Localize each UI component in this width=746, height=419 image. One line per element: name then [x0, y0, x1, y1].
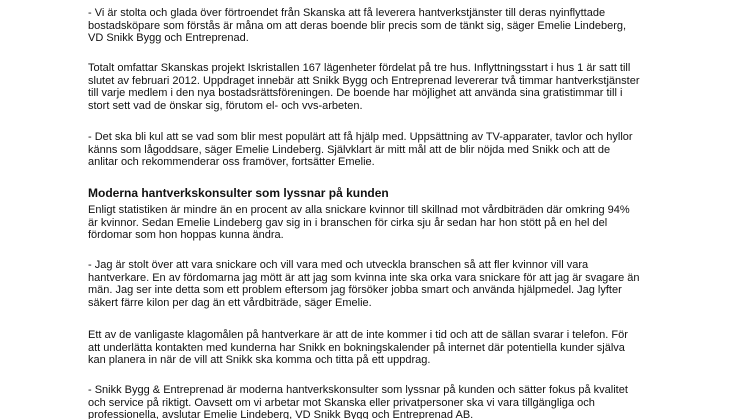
text-line: - Det ska bli kul att se vad som blir mest populärt att få hjälp med. Uppsättning av TV-apparater, tavlor och hyllor [88, 131, 633, 143]
paragraph-quote-consultants [88, 384, 688, 419]
text-line: säkert färre kilon per dag än ett vårdbiträde, säger Emelie. [88, 296, 372, 309]
text-line: anlitar och rekommenderar oss framöver, fortsätter Emelie. [88, 156, 375, 168]
text-line: män. Jag ser inte detta som ett problem eftersom jag försöker jobba smart och använda hjälpmedel. Jag lyfter [88, 284, 622, 296]
paragraph-quote-popular [88, 131, 688, 169]
text-line: till varje medlem i den nya bostadsrättsföreningen. De boende har möjlighet att använda sina gratistimmar till i [88, 87, 623, 99]
text-line: stort sett vad de önskar sig, förutom el- och vvs-arbeten. [88, 99, 363, 112]
text-line: och service på riktigt. Oavsett om vi arbetar mot Skanska eller privatpersoner ska vi vara tillgängliga och [88, 396, 595, 409]
section-heading: Moderna hantverkskonsulter som lyssnar på kunden [88, 186, 389, 200]
text-line: slutet av februari 2012. Uppdraget innebär att Snikk Bygg och Entreprenad levererar två timmar hantverkstjänster [88, 74, 640, 87]
text-line: - Vi är stolta och glada över förtroendet från Skanska att få leverera hantverkstjänster till deras nyinflyttade [88, 7, 606, 19]
paragraph-project-iskristallen [88, 62, 688, 112]
paragraph-quote-carpenter [88, 259, 688, 309]
text-line: Enligt statistiken är mindre än en procent av alla snickare kvinnor till skillnad mot vårdbiträden där omkring 94% [88, 204, 630, 216]
text-line: kan planera in när de vill att Snikk ska komma och titta på ett uppdrag. [88, 354, 431, 366]
text-line: VD Snikk Bygg och Entreprenad. [88, 32, 249, 44]
paragraph-statistics [88, 204, 688, 242]
text-line: att underlätta kontakten med kunderna har Snikk en bokningskalender på internet där potentiella kunder själva [88, 341, 625, 354]
paragraph-complaints [88, 329, 688, 367]
text-line: Totalt omfattar Skanskas projekt Iskristallen 167 lägenheter fördelat på tre hus. Inflyttningsstart i hus 1 är satt till [88, 62, 631, 74]
text-line: Ett av de vanligaste klagomålen på hantverkare är att de inte kommer i tid och att de sällan svarar i telefon. För [88, 329, 628, 341]
text-line: hantverkare. En av fördomarna jag mött är att jag som kvinna inte ska orka vara snickare för att jag är svagare än [88, 271, 640, 284]
paragraph-quote-pride [88, 7, 688, 45]
text-line: - Jag är stolt över att vara snickare och vill vara med och utveckla branschen så att fler kvinnor vill vara [88, 259, 589, 271]
text-line: känns som lågoddsare, säger Emelie Lindeberg. Självklart är mitt mål att de blir nöjda med Snikk och att de [88, 143, 611, 156]
text-line: bostadsköpare som förstås är måna om att deras boende blir precis som de tänkt sig, säger Emelie Lindeberg, [88, 19, 627, 32]
text-line: är kvinnor. Sedan Emelie Lindeberg gav sig in i branschen för cirka sju år sedan har hon stött på en hel del [88, 216, 608, 229]
text-line: fördomar som hon hoppas kunna ändra. [88, 229, 284, 241]
text-line: professionella, avslutar Emelie Lindeberg, VD Snikk Bygg och Entreprenad AB. [88, 409, 474, 419]
text-line: - Snikk Bygg & Entreprenad är moderna hantverkskonsulter som lyssnar på kunden och sätter fokus på kvalitet [88, 384, 628, 396]
